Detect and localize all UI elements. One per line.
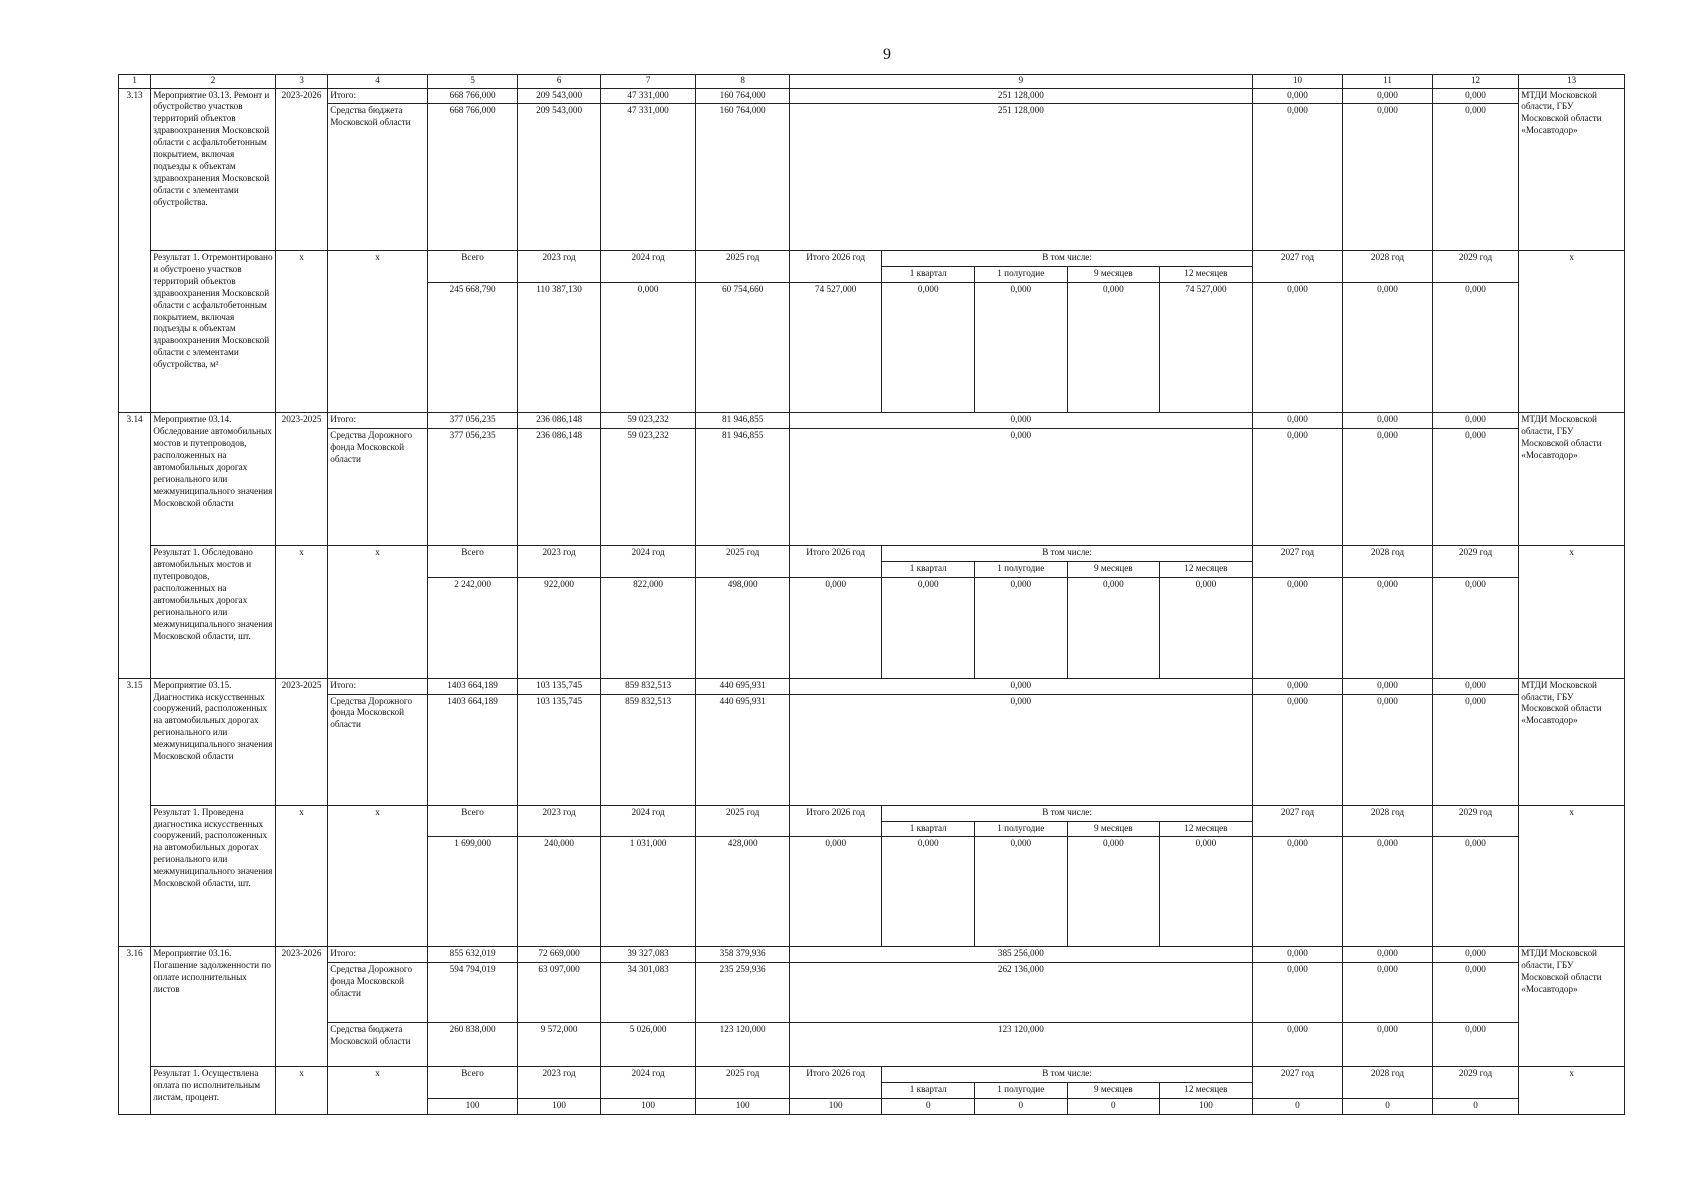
value-cell: 0,000 (1252, 412, 1343, 428)
responsible-cell: МТДИ Московской области, ГБУ Московской области «Мосавтодор» (1519, 678, 1625, 805)
measure-name: Мероприятие 03.15. Диагностика искусственных сооружений, расположенных на автомобильных дорогах регионального или межмуниципального значения Московской области (151, 678, 276, 805)
value-cell: 60 754,660 (696, 282, 790, 412)
responsible-cell: МТДИ Московской области, ГБУ Московской области «Мосавтодор» (1519, 412, 1625, 545)
value-cell: 81 946,855 (696, 428, 790, 545)
result-col-label: 2024 год (600, 805, 696, 837)
value-cell: 0 (975, 1098, 1068, 1114)
result-col-label: 12 месяцев (1160, 266, 1253, 282)
value-cell: 0,000 (1343, 1023, 1433, 1067)
value-cell: 0,000 (1252, 428, 1343, 545)
value-cell: 123 120,000 (696, 1023, 790, 1067)
value-cell: 1 031,000 (600, 837, 696, 947)
value-cell: 0,000 (1432, 104, 1519, 250)
value-cell: 100 (518, 1098, 600, 1114)
result-name: Результат 1. Обследовано автомобильных мостов и путепроводов, расположенных на автомобильных дорогах регионального или межмуниципального значения Московской области, шт. (151, 546, 276, 678)
value-cell: 0,000 (1343, 947, 1433, 963)
result-header-row (119, 250, 1625, 266)
value-cell: 0,000 (1252, 678, 1343, 694)
funding-source-name: Средства Дорожного фонда Московской области (328, 428, 428, 545)
value-cell: 0,000 (882, 282, 975, 412)
value-cell: 209 543,000 (518, 88, 600, 104)
x-mark: х (1519, 250, 1625, 412)
result-col-label: 1 полугодие (975, 266, 1068, 282)
value-cell: 0,000 (1160, 837, 1253, 947)
value-cell: 59 023,232 (600, 428, 696, 545)
value-cell: 0,000 (789, 837, 882, 947)
result-col-label: 2028 год (1343, 1066, 1433, 1098)
value-cell: 0,000 (1432, 678, 1519, 694)
result-col-label: В том числе: (882, 546, 1252, 562)
value-cell: 0,000 (1252, 963, 1343, 1023)
result-col-label: Всего (427, 1066, 518, 1098)
result-col-label: В том числе: (882, 1066, 1252, 1082)
header-cell: 1 (119, 75, 151, 89)
total-label: Итого: (328, 678, 428, 694)
result-col-label: Итого 2026 год (789, 805, 882, 837)
value-cell: 385 256,000 (789, 947, 1252, 963)
value-cell: 0,000 (1252, 104, 1343, 250)
value-cell: 100 (427, 1098, 518, 1114)
result-col-label: 2027 год (1252, 546, 1343, 578)
result-col-label: 2024 год (600, 1066, 696, 1098)
value-cell: 922,000 (518, 578, 600, 678)
value-cell: 34 301,083 (600, 963, 696, 1023)
result-col-label: Всего (427, 250, 518, 282)
x-mark: х (328, 546, 428, 678)
result-col-label: 2028 год (1343, 805, 1433, 837)
page-number: 9 (883, 46, 891, 63)
value-cell: 2 242,000 (427, 578, 518, 678)
value-cell: 5 026,000 (600, 1023, 696, 1067)
measure-total-row (119, 88, 1625, 104)
value-cell: 859 832,513 (600, 694, 696, 805)
value-cell: 440 695,931 (696, 694, 790, 805)
result-col-label: 2024 год (600, 546, 696, 578)
value-cell: 0,000 (1432, 412, 1519, 428)
value-cell: 103 135,745 (518, 678, 600, 694)
value-cell: 0 (1432, 1098, 1519, 1114)
value-cell: 498,000 (696, 578, 790, 678)
measure-period: 2023-2026 (275, 88, 327, 250)
value-cell: 0,000 (1432, 694, 1519, 805)
value-cell: 262 136,000 (789, 963, 1252, 1023)
result-col-label: 2023 год (518, 805, 600, 837)
header-cell: 8 (696, 75, 790, 89)
value-cell: 0,000 (1343, 678, 1433, 694)
result-col-label: 2029 год (1432, 546, 1519, 578)
value-cell: 47 331,000 (600, 104, 696, 250)
result-col-label: Всего (427, 546, 518, 578)
x-mark: х (275, 805, 327, 947)
value-cell: 1403 664,189 (427, 678, 518, 694)
program-table-sheet (118, 74, 1625, 1115)
result-col-label: 1 полугодие (975, 821, 1068, 837)
value-cell: 0 (1252, 1098, 1343, 1114)
value-cell: 236 086,148 (518, 412, 600, 428)
value-cell: 0,000 (1343, 578, 1433, 678)
result-col-label: 2027 год (1252, 805, 1343, 837)
result-col-label: 2023 год (518, 250, 600, 282)
measure-total-row (119, 678, 1625, 694)
value-cell: 0,000 (1252, 282, 1343, 412)
value-cell: 100 (789, 1098, 882, 1114)
measure-period: 2023-2025 (275, 412, 327, 545)
x-mark: х (328, 1066, 428, 1114)
x-mark: х (328, 250, 428, 412)
funding-source-row (119, 694, 1625, 805)
value-cell: 0,000 (882, 578, 975, 678)
value-cell: 0,000 (1252, 837, 1343, 947)
value-cell: 0,000 (1432, 578, 1519, 678)
funding-source-name: Средства Дорожного фонда Московской области (328, 694, 428, 805)
value-cell: 235 259,936 (696, 963, 790, 1023)
value-cell: 668 766,000 (427, 88, 518, 104)
value-cell: 0,000 (1343, 104, 1433, 250)
value-cell: 0,000 (1343, 694, 1433, 805)
funding-source-row (119, 104, 1625, 250)
result-col-label: 2029 год (1432, 1066, 1519, 1098)
result-col-label: 1 квартал (882, 266, 975, 282)
result-col-label: 2025 год (696, 546, 790, 578)
value-cell: 855 632,019 (427, 947, 518, 963)
value-cell: 103 135,745 (518, 694, 600, 805)
header-cell: 4 (328, 75, 428, 89)
header-cell: 3 (275, 75, 327, 89)
header-cell: 5 (427, 75, 518, 89)
value-cell: 859 832,513 (600, 678, 696, 694)
value-cell: 440 695,931 (696, 678, 790, 694)
row-number: 3.13 (119, 88, 151, 412)
header-cell: 10 (1252, 75, 1343, 89)
result-col-label: 9 месяцев (1067, 562, 1160, 578)
result-col-label: 2023 год (518, 546, 600, 578)
value-cell: 0 (882, 1098, 975, 1114)
result-header-row (119, 805, 1625, 821)
result-name: Результат 1. Проведена диагностика искусственных сооружений, расположенных на автомобильных дорогах регионального или межмуниципального значения Московской области, шт. (151, 805, 276, 947)
value-cell: 209 543,000 (518, 104, 600, 250)
measure-name: Мероприятие 03.16. Погашение задолженности по оплате исполнительных листов (151, 947, 276, 1067)
value-cell: 0,000 (600, 282, 696, 412)
value-cell: 0,000 (1343, 963, 1433, 1023)
result-col-label: 1 квартал (882, 1082, 975, 1098)
measure-name: Мероприятие 03.13. Ремонт и обустройство участков территорий объектов здравоохранения Московской области с асфальтобетонным покрытием, включая подъезды к объектам здравоохранения Московской области с элементами обустройства. (151, 88, 276, 250)
value-cell: 0,000 (789, 412, 1252, 428)
funding-source-name: Средства Дорожного фонда Московской области (328, 963, 428, 1023)
total-label: Итого: (328, 947, 428, 963)
row-number: 3.15 (119, 678, 151, 947)
value-cell: 245 668,790 (427, 282, 518, 412)
value-cell: 0,000 (789, 694, 1252, 805)
value-cell: 428,000 (696, 837, 790, 947)
value-cell: 0,000 (1343, 282, 1433, 412)
value-cell: 0,000 (789, 678, 1252, 694)
result-col-label: 1 квартал (882, 821, 975, 837)
value-cell: 0,000 (1067, 837, 1160, 947)
value-cell: 594 794,019 (427, 963, 518, 1023)
result-col-label: 2027 год (1252, 250, 1343, 282)
value-cell: 47 331,000 (600, 88, 696, 104)
measure-total-row (119, 412, 1625, 428)
measure-total-row (119, 947, 1625, 963)
result-col-label: 2025 год (696, 805, 790, 837)
value-cell: 100 (600, 1098, 696, 1114)
funding-source-row (119, 428, 1625, 545)
header-cell: 6 (518, 75, 600, 89)
header-cell: 13 (1519, 75, 1625, 89)
value-cell: 0,000 (1432, 428, 1519, 545)
result-col-label: 9 месяцев (1067, 266, 1160, 282)
value-cell: 0,000 (975, 578, 1068, 678)
x-mark: х (275, 546, 327, 678)
value-cell: 251 128,000 (789, 104, 1252, 250)
x-mark: х (1519, 1066, 1625, 1114)
value-cell: 59 023,232 (600, 412, 696, 428)
result-header-row (119, 546, 1625, 562)
value-cell: 0,000 (1432, 963, 1519, 1023)
result-col-label: 2025 год (696, 250, 790, 282)
funding-source-row (119, 963, 1625, 1023)
result-col-label: 12 месяцев (1160, 821, 1253, 837)
value-cell: 0,000 (1252, 947, 1343, 963)
value-cell: 72 669,000 (518, 947, 600, 963)
value-cell: 0,000 (1067, 578, 1160, 678)
header-cell: 2 (151, 75, 276, 89)
x-mark: х (275, 1066, 327, 1114)
result-col-label: 2025 год (696, 1066, 790, 1098)
value-cell: 123 120,000 (789, 1023, 1252, 1067)
result-col-label: 1 квартал (882, 562, 975, 578)
row-number: 3.16 (119, 947, 151, 1115)
result-header-row (119, 1066, 1625, 1082)
header-row (119, 75, 1625, 89)
x-mark: х (1519, 805, 1625, 947)
value-cell: 0,000 (1343, 412, 1433, 428)
result-col-label: 9 месяцев (1067, 1082, 1160, 1098)
program-table (118, 74, 1625, 1115)
responsible-cell: МТДИ Московской области, ГБУ Московской области «Мосавтодор» (1519, 88, 1625, 250)
value-cell: 0,000 (1252, 1023, 1343, 1067)
value-cell: 0,000 (1432, 1023, 1519, 1067)
value-cell: 251 128,000 (789, 88, 1252, 104)
value-cell: 1 699,000 (427, 837, 518, 947)
value-cell: 358 379,936 (696, 947, 790, 963)
result-col-label: 9 месяцев (1067, 821, 1160, 837)
row-number: 3.14 (119, 412, 151, 678)
result-col-label: Итого 2026 год (789, 250, 882, 282)
value-cell: 0,000 (1343, 837, 1433, 947)
value-cell: 100 (1160, 1098, 1253, 1114)
value-cell: 74 527,000 (789, 282, 882, 412)
result-col-label: Итого 2026 год (789, 546, 882, 578)
value-cell: 822,000 (600, 578, 696, 678)
value-cell: 0,000 (975, 837, 1068, 947)
funding-source-name: Средства бюджета Московской области (328, 104, 428, 250)
value-cell: 0,000 (1343, 428, 1433, 545)
value-cell: 377 056,235 (427, 428, 518, 545)
value-cell: 0,000 (1252, 694, 1343, 805)
result-name: Результат 1. Осуществлена оплата по исполнительным листам, процент. (151, 1066, 276, 1114)
value-cell: 100 (696, 1098, 790, 1114)
result-col-label: 2029 год (1432, 805, 1519, 837)
value-cell: 668 766,000 (427, 104, 518, 250)
value-cell: 0,000 (1252, 88, 1343, 104)
total-label: Итого: (328, 412, 428, 428)
funding-source-row (119, 1023, 1625, 1067)
result-col-label: В том числе: (882, 250, 1252, 266)
value-cell: 74 527,000 (1160, 282, 1253, 412)
value-cell: 0,000 (1432, 837, 1519, 947)
result-col-label: 1 полугодие (975, 1082, 1068, 1098)
value-cell: 377 056,235 (427, 412, 518, 428)
value-cell: 0,000 (1432, 282, 1519, 412)
result-name: Результат 1. Отремонтировано и обустроено участков территорий объектов здравоохранения Московской области с асфальтобетонным покрытием, включая подъезды к объектам здравоохранения Московской области с элементами обустройства, м² (151, 250, 276, 412)
value-cell: 0 (1067, 1098, 1160, 1114)
value-cell: 0,000 (882, 837, 975, 947)
total-label: Итого: (328, 88, 428, 104)
header-cell: 12 (1432, 75, 1519, 89)
header-cell: 11 (1343, 75, 1433, 89)
result-col-label: 2028 год (1343, 546, 1433, 578)
x-mark: х (328, 805, 428, 947)
value-cell: 0,000 (975, 282, 1068, 412)
result-col-label: 2028 год (1343, 250, 1433, 282)
value-cell: 0,000 (1160, 578, 1253, 678)
value-cell: 81 946,855 (696, 412, 790, 428)
value-cell: 0,000 (789, 428, 1252, 545)
value-cell: 110 387,130 (518, 282, 600, 412)
header-cell: 7 (600, 75, 696, 89)
result-col-label: 2029 год (1432, 250, 1519, 282)
value-cell: 240,000 (518, 837, 600, 947)
value-cell: 0,000 (1252, 578, 1343, 678)
result-col-label: 2027 год (1252, 1066, 1343, 1098)
value-cell: 160 764,000 (696, 88, 790, 104)
value-cell: 39 327,083 (600, 947, 696, 963)
responsible-cell: МТДИ Московской области, ГБУ Московской области «Мосавтодор» (1519, 947, 1625, 1067)
measure-name: Мероприятие 03.14. Обследование автомобильных мостов и путепроводов, расположенных на автомобильных дорогах регионального или межмуниципального значения Московской области (151, 412, 276, 545)
result-col-label: Всего (427, 805, 518, 837)
measure-period: 2023-2026 (275, 947, 327, 1067)
value-cell: 0 (1343, 1098, 1433, 1114)
result-col-label: 2023 год (518, 1066, 600, 1098)
value-cell: 236 086,148 (518, 428, 600, 545)
value-cell: 63 097,000 (518, 963, 600, 1023)
result-col-label: 12 месяцев (1160, 1082, 1253, 1098)
x-mark: х (1519, 546, 1625, 678)
value-cell: 0,000 (1343, 88, 1433, 104)
result-col-label: 2024 год (600, 250, 696, 282)
value-cell: 160 764,000 (696, 104, 790, 250)
result-col-label: В том числе: (882, 805, 1252, 821)
result-col-label: 1 полугодие (975, 562, 1068, 578)
result-col-label: 12 месяцев (1160, 562, 1253, 578)
measure-period: 2023-2025 (275, 678, 327, 805)
value-cell: 9 572,000 (518, 1023, 600, 1067)
header-cell: 9 (789, 75, 1252, 89)
funding-source-name: Средства бюджета Московской области (328, 1023, 428, 1067)
result-col-label: Итого 2026 год (789, 1066, 882, 1098)
value-cell: 260 838,000 (427, 1023, 518, 1067)
x-mark: х (275, 250, 327, 412)
value-cell: 0,000 (1432, 88, 1519, 104)
value-cell: 1403 664,189 (427, 694, 518, 805)
value-cell: 0,000 (789, 578, 882, 678)
value-cell: 0,000 (1432, 947, 1519, 963)
value-cell: 0,000 (1067, 282, 1160, 412)
